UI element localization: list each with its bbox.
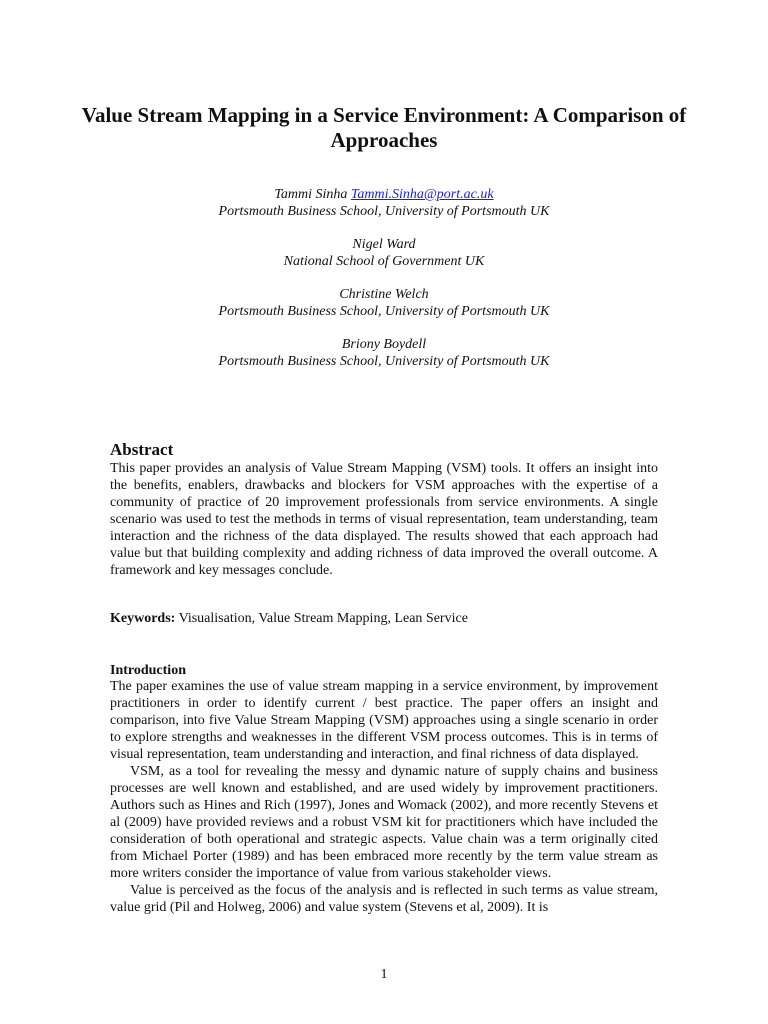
abstract-text: This paper provides an analysis of Value Stream Mapping (VSM) tools. It offers an insight into the benefits, enablers, drawbacks and blockers for VSM approaches with the expertise of a community of practice of 20 improvement professionals from service environments. A single scenario was used to test the methods in terms of visual representation, team understanding, team interaction and the richness of the data displayed. The results showed that each approach had value but that building complexity and adding richness of data improved the overall outcome. A framework and key messages conclude.	[110, 461, 658, 578]
author-name: Briony Boydell	[341, 337, 427, 352]
author-list	[80, 186, 688, 386]
author-block	[80, 236, 688, 270]
author-email-link[interactable]: Tammi.Sinha@port.ac.uk	[350, 187, 494, 202]
author-name: Tammi Sinha	[274, 187, 348, 202]
author-block	[80, 286, 688, 320]
keywords-line	[110, 610, 658, 627]
keywords-label: Keywords:	[110, 611, 176, 626]
page-number: 1	[380, 967, 388, 982]
author-line	[80, 186, 688, 203]
author-name: Christine Welch	[339, 287, 429, 302]
introduction-paragraph: Value is perceived as the focus of the analysis and is reflected in such terms as value stream, value grid (Pil and Holweg, 2006) and value system (Stevens et al, 2009). It is	[110, 883, 658, 915]
paper-title: Value Stream Mapping in a Service Environment: A Comparison of Approaches	[81, 103, 687, 152]
author-block	[80, 336, 688, 370]
author-affiliation: Portsmouth Business School, University of Portsmouth UK	[218, 354, 550, 369]
keywords-text: Visualisation, Value Stream Mapping, Lean Service	[178, 611, 468, 626]
author-name: Nigel Ward	[352, 237, 416, 252]
author-block	[80, 186, 688, 220]
introduction-paragraph: The paper examines the use of value stream mapping in a service environment, by improvement practitioners in order to identify current / best practice. The paper offers an insight and comparison, into five Value Stream Mapping (VSM) approaches using a single scenario in order to explore strengths and weaknesses in the different VSM process outcomes. This is in terms of visual representation, team understanding and interaction, and final richness of data displayed.	[110, 679, 658, 762]
introduction-paragraph: VSM, as a tool for revealing the messy and dynamic nature of supply chains and business processes are well known and established, and are used widely by improvement practitioners. Authors such as Hines and Rich (1997), Jones and Womack (2002), and more recently Stevens et al (2009) have provided reviews and a robust VSM kit for practitioners which have included the consideration of both operational and strategic aspects. Value chain was a term originally cited from Michael Porter (1989) and has been embraced more recently by the term value stream as more writers consider the importance of value from various stakeholder views.	[110, 764, 658, 881]
author-affiliation: Portsmouth Business School, University of Portsmouth UK	[218, 204, 550, 219]
author-affiliation: Portsmouth Business School, University of Portsmouth UK	[218, 304, 550, 319]
author-affiliation: National School of Government UK	[283, 254, 485, 269]
introduction-heading: Introduction	[110, 663, 186, 678]
introduction-body	[110, 678, 658, 916]
abstract-heading: Abstract	[110, 440, 174, 459]
